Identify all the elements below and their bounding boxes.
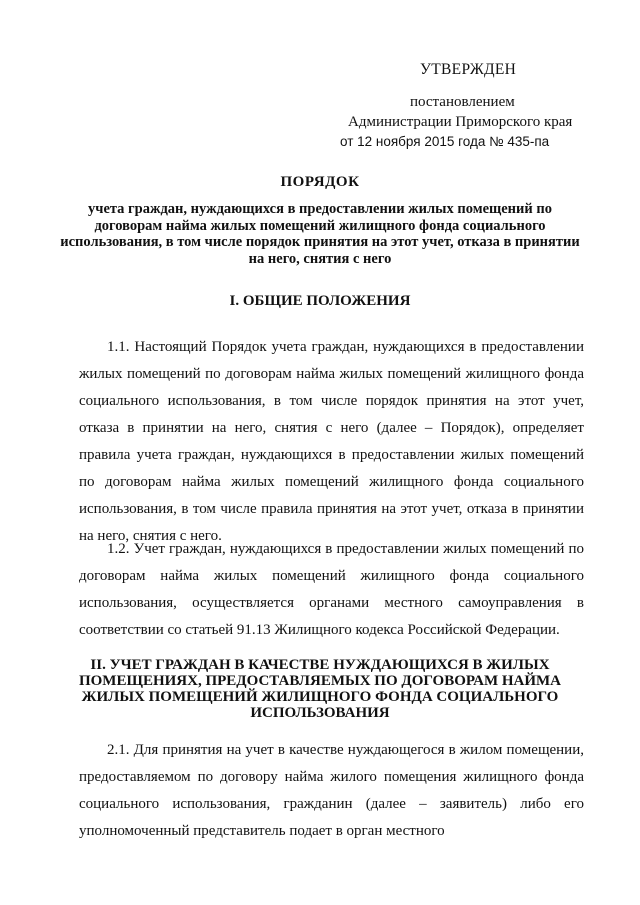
approval-line-1: постановлением <box>410 94 515 110</box>
document-title: ПОРЯДОК <box>280 174 360 190</box>
section-2-heading: II. УЧЕТ ГРАЖДАН В КАЧЕСТВЕ НУЖДАЮЩИХСЯ В ЖИЛЫХ ПОМЕЩЕНИЯХ, ПРЕДОСТАВЛЯЕМЫХ ПО ДОГОВОРАМ НАЙМА ЖИЛЫХ ПОМЕЩЕНИЙ ЖИЛИЩНОГО ФОНДА СОЦИАЛЬНОГО ИСПОЛЬЗОВАНИЯ <box>78 657 562 721</box>
section-1-heading: I. ОБЩИЕ ПОЛОЖЕНИЯ <box>229 293 411 309</box>
paragraph-1-2: 1.2. Учет граждан, нуждающихся в предоставлении жилых помещений по договорам найма жилых помещений жилищного фонда социального использования, осуществляется органами местного самоуправления в соответствии со статьей 91.13 Жилищного кодекса Российской Федерации. <box>79 541 584 638</box>
approval-block <box>340 60 600 152</box>
approval-line-3: от 12 ноября 2015 года № 435-па <box>340 134 550 149</box>
paragraph-2-1: 2.1. Для принятия на учет в качестве нуждающегося в жилом помещении, предоставляемом по договору найма жилого помещения жилищного фонда социального использования, гражданин (далее – заявитель) либо его уполномоченный представитель подает в орган местного <box>79 742 584 839</box>
approval-title: УТВЕРЖДЕН <box>420 61 517 78</box>
document-subtitle: учета граждан, нуждающихся в предоставлении жилых помещений по договорам найма жилых помещений жилищного фонда социального использования, в том числе порядок принятия на этот учет, отказа в принятии на него, снятия с него <box>60 201 580 267</box>
approval-line-2: Администрации Приморского края <box>348 114 573 130</box>
paragraph-1-1: 1.1. Настоящий Порядок учета граждан, нуждающихся в предоставлении жилых помещений по договорам найма жилых помещений жилищного фонда социального использования, в том числе порядок принятия на этот учет, отказа в принятии на него, снятия с него (далее – Порядок), определяет правила учета граждан, нуждающихся в предоставлении жилых помещений по договорам найма жилых помещений жилищного фонда социального использования, в том числе правила принятия на этот учет, отказа в принятии на него, снятия с него. <box>79 339 584 544</box>
